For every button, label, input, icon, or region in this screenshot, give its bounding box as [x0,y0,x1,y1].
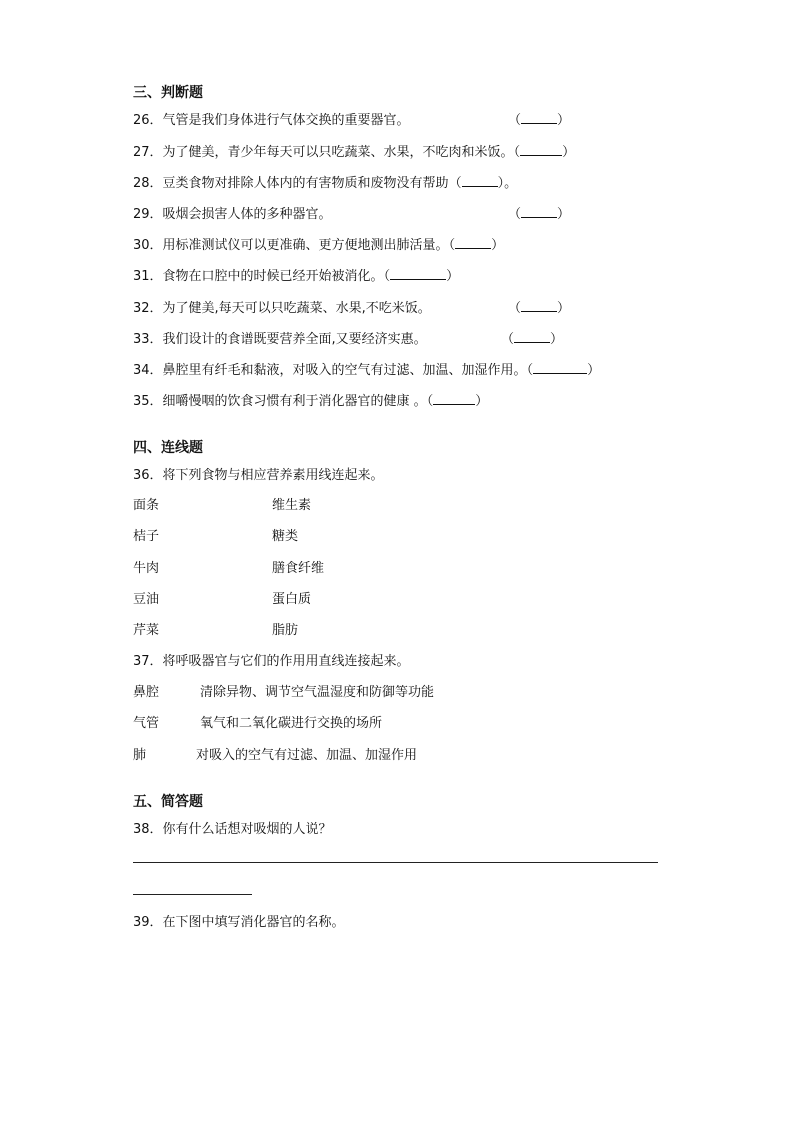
judge-item-32 [133,297,431,316]
answer-line[interactable] [133,894,252,895]
function-item: 对吸入的空气有过滤、加温、加湿作用 [196,748,418,763]
judge-item-31 [133,265,459,284]
section-heading-matching: 四、连线题 [133,440,203,456]
food-item: 牛肉 [133,561,160,576]
answer-line[interactable] [133,862,658,863]
function-item: 氧气和二氧化碳进行交换的场所 [200,716,383,731]
answer-blank-27[interactable]: （ ） [513,145,576,160]
judge-item-27 [133,141,575,160]
question-text: 为了健美，青少年每天可以只吃蔬菜、水果，不吃肉和米饭。 [162,145,514,160]
question-text: 吸烟会损害人体的多种器官。 [162,207,332,222]
question-text: 为了健美,每天可以只吃蔬菜、水果,不吃米饭。 [162,301,431,316]
judge-item-30 [133,234,504,253]
answer-blank-34[interactable]: （ ） [526,363,601,378]
question-38-prompt: 38．你有什么话想对吸烟的人说？ [133,822,332,837]
function-item: 清除异物、调节空气温湿度和防御等功能 [200,685,435,700]
question-text: 食物在口腔中的时候已经开始被消化。 [162,269,384,284]
question-number: 29． [133,207,163,222]
answer-blank-29[interactable]: （ ） [508,207,571,222]
question-number: 33． [133,332,163,347]
question-39-prompt: 39．在下图中填写消化器官的名称。 [133,915,345,930]
judge-item-35 [133,390,488,409]
nutrient-item: 糖类 [272,529,299,544]
question-text: 细嚼慢咽的饮食习惯有利于消化器官的健康 。 [162,394,427,409]
answer-blank-32[interactable]: （ ） [508,301,571,316]
question-text: 我们设计的食谱既要营养全面,又要经济实惠。 [162,332,427,347]
food-item: 豆油 [133,592,160,607]
organ-item: 鼻腔 [133,685,160,700]
question-number: 31． [133,269,163,284]
nutrient-item: 蛋白质 [272,592,312,607]
food-item: 桔子 [133,529,160,544]
food-item: 芹菜 [133,623,160,638]
answer-blank-33[interactable]: （ ） [501,332,564,347]
nutrient-item: 维生素 [272,498,312,513]
organ-item: 气管 [133,716,160,731]
question-number: 30． [133,238,163,253]
judge-item-28 [133,172,517,191]
nutrient-item: 脂肪 [272,623,299,638]
judge-item-29 [133,203,332,222]
answer-blank-35[interactable]: （ ） [426,394,489,409]
question-text: 鼻腔里有纤毛和黏液，对吸入的空气有过滤、加温、加湿作用。 [162,363,527,378]
judge-item-26 [133,109,410,128]
question-text: 用标准测试仪可以更准确、更方便地测出肺活量。 [162,238,449,253]
question-number: 35． [133,394,163,409]
answer-blank-30[interactable]: （ ） [448,238,505,253]
nutrient-item: 膳食纤维 [272,561,325,576]
answer-blank-31[interactable]: （ ） [383,269,460,284]
answer-blank-28[interactable]: （ ）。 [448,176,518,191]
question-number: 34． [133,363,163,378]
question-37-prompt: 37．将呼吸器官与它们的作用用直线连接起来。 [133,654,410,669]
judge-item-34 [133,359,600,378]
question-text: 豆类食物对排除人体内的有害物质和废物没有帮助 [162,176,449,191]
question-number: 26． [133,113,163,128]
question-number: 27． [133,145,163,160]
question-36-prompt: 36．将下列食物与相应营养素用线连起来。 [133,468,384,483]
question-number: 28． [133,176,163,191]
question-text: 气管是我们身体进行气体交换的重要器官。 [162,113,410,128]
food-item: 面条 [133,498,160,513]
answer-blank-26[interactable]: （ ） [508,113,571,128]
section-heading-judge: 三、判断题 [133,85,203,101]
section-heading-short-answer: 五、简答题 [133,794,203,810]
judge-item-33 [133,328,427,347]
question-number: 32． [133,301,163,316]
organ-item: 肺 [133,748,147,763]
